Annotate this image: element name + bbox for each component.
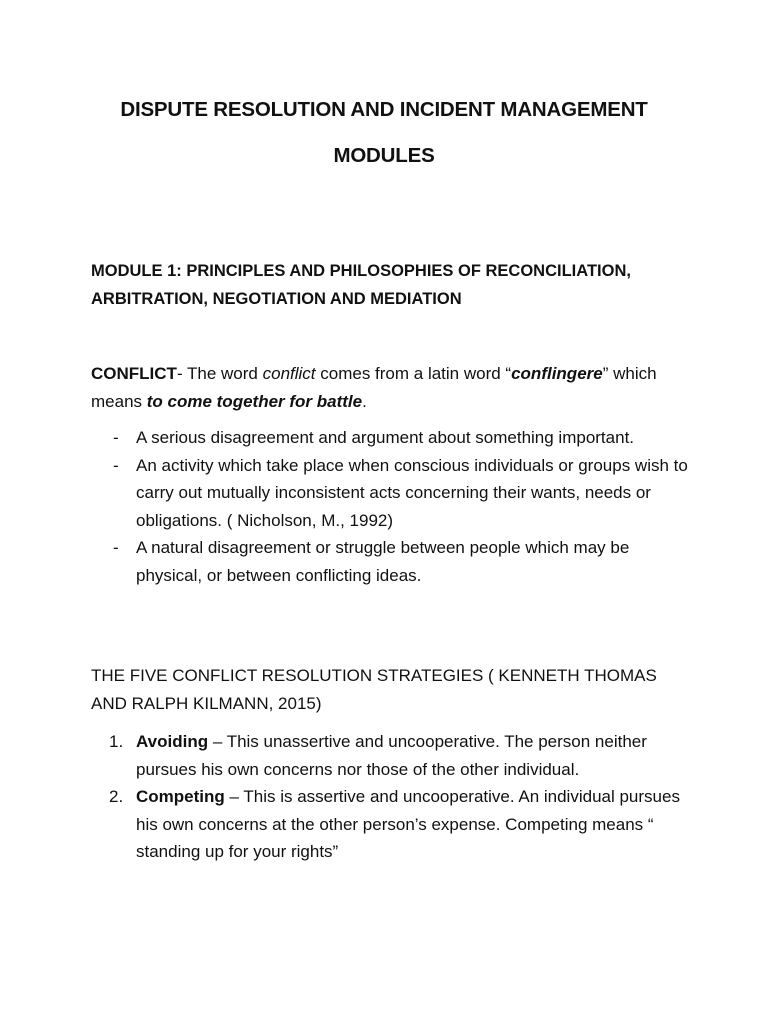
conflict-meaning: to come together for battle [146, 391, 363, 411]
list-dash: - [113, 455, 119, 475]
definition-item [91, 424, 691, 452]
definition-text: A natural disagreement or struggle between people which may be physical, or between conflicting ideas. [136, 538, 630, 585]
definition-item [91, 452, 691, 535]
strategy-name: Avoiding [136, 732, 209, 751]
conflict-word-italic: conflict [262, 364, 316, 383]
list-dash: - [113, 538, 119, 557]
list-dash: - [113, 428, 119, 447]
conflict-text-2: comes from a latin word “ [315, 364, 512, 383]
strategies-heading: THE FIVE CONFLICT RESOLUTION STRATEGIES ( KENNETH THOMAS AND RALPH KILMANN, 2015) [91, 666, 657, 713]
document-title-line-2: MODULES [333, 144, 435, 167]
definition-text: An activity which take place when conscious individuals or groups wish to carry out mutually inconsistent acts concerning their wants, needs or obligations. ( Nicholson, M., 1992) [136, 455, 688, 530]
strategy-text: – This unassertive and uncooperative. The person neither pursues his own concerns nor those of the other individual. [136, 732, 647, 779]
strategy-number: 1. [109, 732, 124, 751]
definition-text: A serious disagreement and argument about something important. [136, 428, 635, 447]
strategies-list [91, 728, 691, 866]
conflict-text-4: . [362, 391, 367, 411]
definition-item [91, 534, 691, 589]
module-heading: MODULE 1: PRINCIPLES AND PHILOSOPHIES OF RECONCILIATION, ARBITRATION, NEGOTIATION AND MEDIATION [91, 262, 631, 308]
latin-word: conflingere [511, 364, 603, 383]
conflict-text-3: ” which means [91, 364, 657, 411]
strategy-item [91, 728, 691, 783]
definitions-list [91, 424, 691, 589]
conflict-text-1: - The word [176, 364, 263, 383]
strategy-item [91, 783, 691, 866]
strategy-number: 2. [109, 787, 124, 806]
strategy-name: Competing [136, 787, 225, 806]
strategy-text: – This is assertive and uncooperative. An individual pursues his own concerns at the other person’s expense. Competing means “ standing up for your rights” [136, 787, 680, 861]
document-title-line-1: DISPUTE RESOLUTION AND INCIDENT MANAGEMENT [120, 98, 648, 121]
conflict-definition-paragraph [91, 360, 691, 415]
conflict-term: CONFLICT [91, 364, 177, 383]
